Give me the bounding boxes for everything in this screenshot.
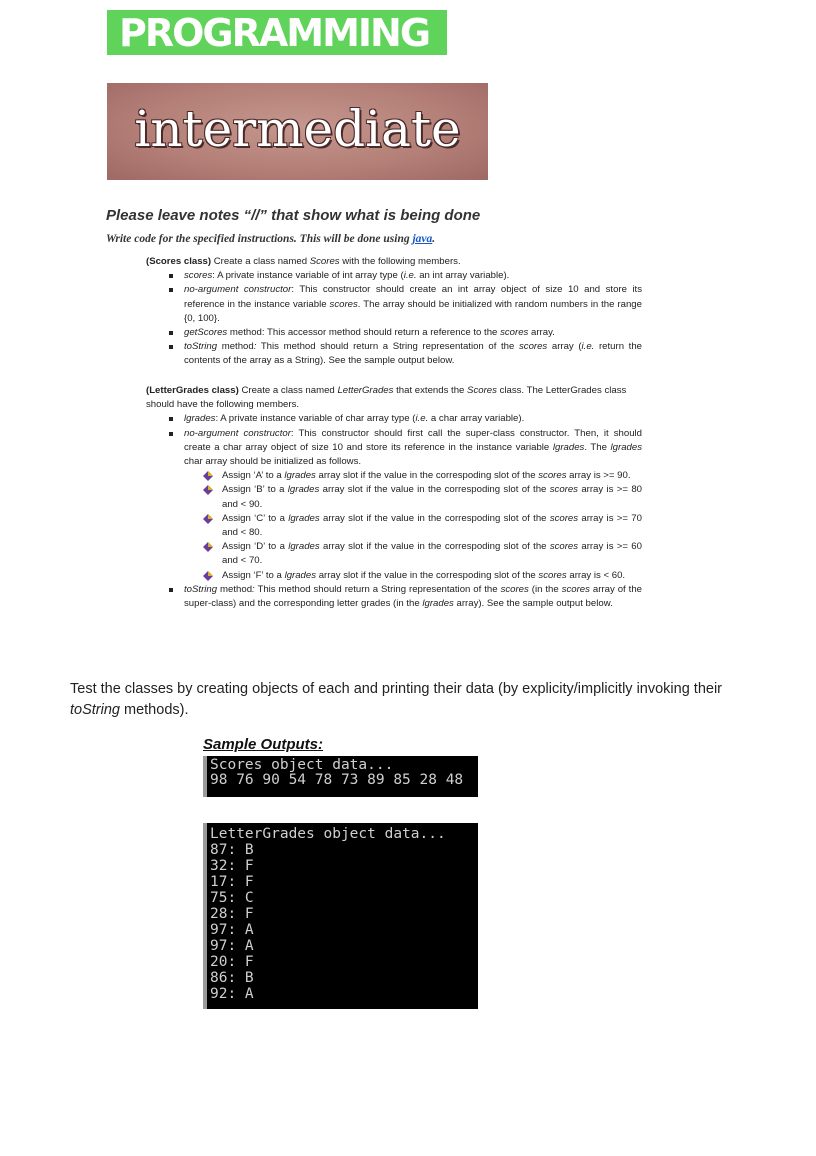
console-line: 87: B (210, 842, 254, 858)
lettergrades-intro: (LetterGrades class) Create a class named LetterGrades that extends the Scores class. The LetterGrades class should have the following members. (146, 385, 627, 411)
sample-outputs-heading: Sample Outputs: (203, 736, 324, 753)
list-item: no-argument constructor: This constructor should create an int array object of size 10 and store its reference in the instance variable scores. The array should be initialized with random numbers in the range {0, 100}. (184, 283, 642, 326)
scores-intro: (Scores class) Create a class named Scores with the following members. (146, 256, 461, 267)
grade-rules-list (184, 469, 642, 583)
console-line: 97: A (210, 938, 254, 954)
diamond-arrow-icon (202, 571, 214, 581)
diamond-arrow-icon (202, 485, 214, 495)
notes-instruction: Please leave notes “//” that show what is being done (106, 207, 481, 224)
grade-rule: Assign ‘A’ to a lgrades array slot if the value in the correspoding slot of the scores array is >= 90. (222, 469, 642, 483)
scores-class-spec (146, 255, 642, 369)
diamond-arrow-icon (202, 471, 214, 481)
banner-title: PROGRAMMING (119, 11, 430, 55)
write-instruction: Write code for the specified instructions. This will be done using java. (106, 233, 436, 245)
scores-members-list (146, 269, 642, 368)
console-line: 86: B (210, 970, 254, 986)
list-item: scores: A private instance variable of int array type (i.e. an int array variable). (184, 269, 642, 283)
list-item: toString method: This method should return a String representation of the scores (in the scores array of the super-class) and the corresponding letter grades (in the lgrades array). See the sample output below. (184, 583, 642, 611)
scores-console-output (203, 756, 478, 797)
grade-rule: Assign ‘F’ to a lgrades array slot if the value in the correspoding slot of the scores array is < 60. (222, 569, 642, 583)
console-line: 98 76 90 54 78 73 89 85 28 48 (210, 772, 464, 788)
test-instruction: Test the classes by creating objects of each and printing their data (by explicity/implicitly invoking their toString methods). (70, 681, 723, 718)
diamond-arrow-icon (202, 542, 214, 552)
console-line: Scores object data... (210, 757, 394, 773)
lettergrades-class-spec (146, 384, 642, 611)
grade-rule: Assign ‘B’ to a lgrades array slot if the value in the correspoding slot of the scores array is >= 80 and < 90. (222, 483, 642, 511)
console-line: 97: A (210, 922, 254, 938)
level-label: intermediate (134, 100, 461, 158)
diamond-arrow-icon (202, 514, 214, 524)
console-line: 92: A (210, 986, 254, 1002)
list-item: getScores method: This accessor method should return a reference to the scores array. (184, 326, 642, 340)
list-item: lgrades: A private instance variable of char array type (i.e. a char array variable). (184, 412, 642, 426)
lettergrades-console-output (203, 823, 478, 1009)
grade-rule: Assign ‘C’ to a lgrades array slot if the value in the correspoding slot of the scores array is >= 70 and < 80. (222, 512, 642, 540)
grade-rule: Assign ‘D’ to a lgrades array slot if the value in the correspoding slot of the scores array is >= 60 and < 70. (222, 540, 642, 568)
console-line: 20: F (210, 954, 254, 970)
list-item: no-argument constructor: This constructor should first call the super-class constructor. Then, it should create a char array object of size 10 and store its reference in the instance variable lgrades. The lgrades char array should be initialized as follows. Assign ‘A’ to a lgrades array slot if the value in the correspoding slot of the scores array is >= 90. Assign ‘B’ to a lgrades array slot if the value in the correspoding slot of the scores array is >= 80 and < 90. Assign ‘C’ to a lgrades array slot if the value in the correspoding slot of the scores array is >= 70 and < 80. Assign ‘D’ to a lgrades array slot if the value in the correspoding slot of the scores array is >= 60 and < 70. Assign ‘F’ to a lgrades array slot if the value in the correspoding slot of the scores array is < 60. (184, 427, 642, 583)
programming-banner (107, 10, 447, 55)
console-line: 75: C (210, 890, 254, 906)
list-item: toString method: This method should return a String representation of the scores array (i.e. return the contents of the array as a String). See the sample output below. (184, 340, 642, 368)
console-line: 17: F (210, 874, 254, 890)
lettergrades-members-list (146, 412, 642, 611)
console-line: 28: F (210, 906, 254, 922)
level-banner (107, 83, 488, 180)
java-link[interactable]: java (412, 233, 433, 245)
console-line: 32: F (210, 858, 254, 874)
console-line: LetterGrades object data... (210, 826, 446, 842)
